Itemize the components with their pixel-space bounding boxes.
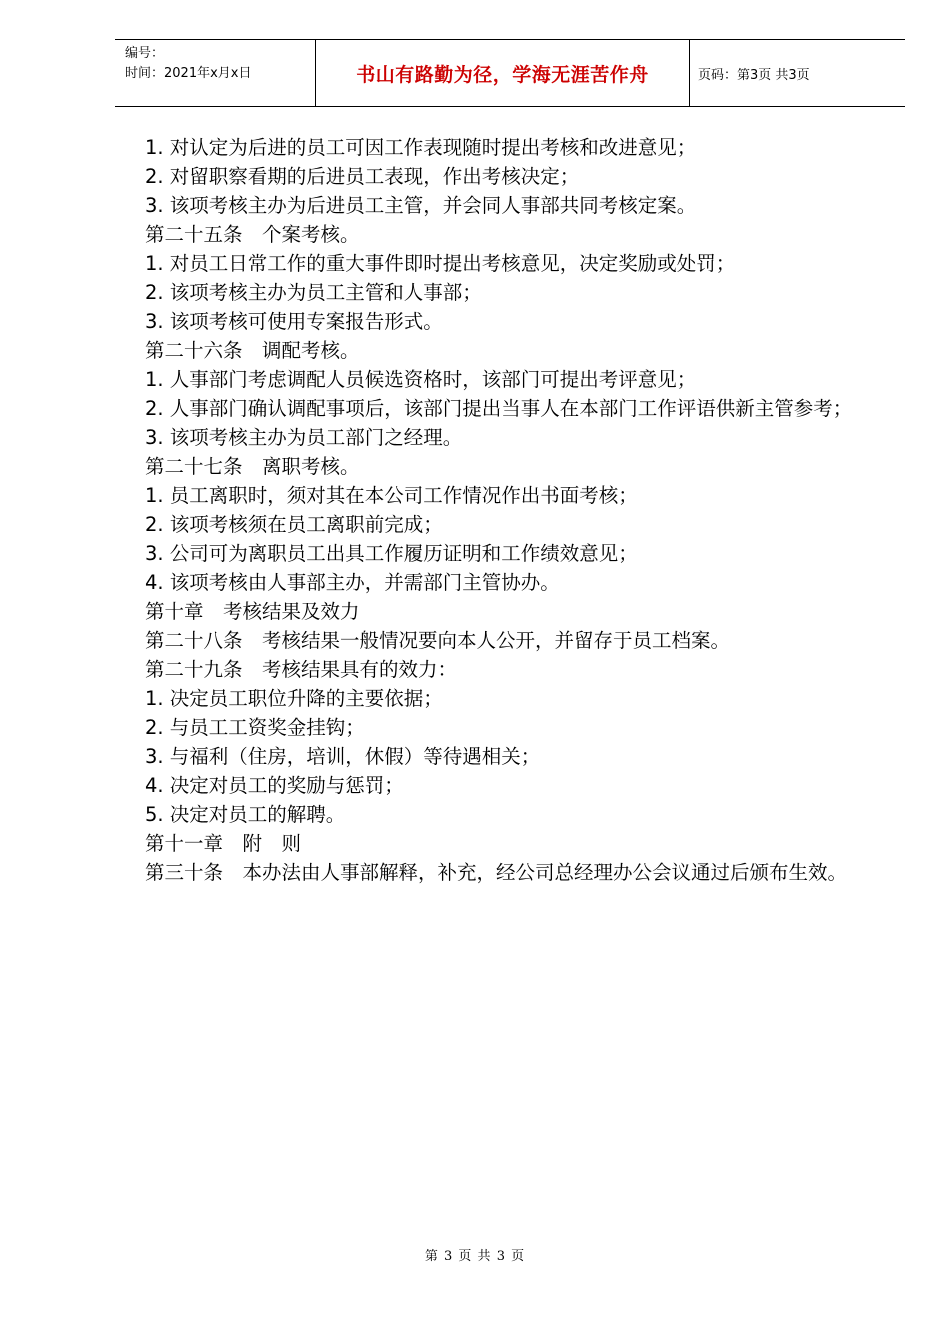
body-line: 3. 该项考核主办为员工部门之经理。 bbox=[145, 426, 463, 449]
body-line: 2. 与员工工资奖金挂钩； bbox=[145, 716, 365, 739]
body-line: 3. 公司可为离职员工出具工作履历证明和工作绩效意见； bbox=[145, 542, 638, 565]
chapter-heading: 第十一章 附 则 bbox=[145, 832, 302, 855]
body-line: 1. 对员工日常工作的重大事件即时提出考核意见，决定奖励或处罚； bbox=[145, 252, 736, 275]
chapter-heading: 第十章 考核结果及效力 bbox=[145, 600, 360, 623]
page-footer: 第 3 页 共 3 页 bbox=[424, 1249, 526, 1264]
header-page-number: 页码：第3页 共3页 bbox=[698, 67, 810, 83]
body-line: 4. 该项考核由人事部主办，并需部门主管协办。 bbox=[145, 571, 560, 594]
article-heading: 第二十八条 考核结果一般情况要向本人公开，并留存于员工档案。 bbox=[145, 629, 731, 652]
body-line: 1. 决定员工职位升降的主要依据； bbox=[145, 687, 443, 710]
body-line: 3. 该项考核主办为后进员工主管，并会同人事部共同考核定案。 bbox=[145, 194, 697, 217]
body-line: 2. 人事部门确认调配事项后，该部门提出当事人在本部门工作评语供新主管参考； bbox=[145, 397, 853, 420]
article-heading: 第二十九条 考核结果具有的效力： bbox=[145, 658, 458, 681]
article-heading: 第二十七条 离职考核。 bbox=[145, 455, 360, 478]
body-line: 1. 员工离职时，须对其在本公司工作情况作出书面考核； bbox=[145, 484, 638, 507]
document-body bbox=[145, 133, 870, 887]
body-line: 3. 与福利（住房，培训，休假）等待遇相关； bbox=[145, 745, 541, 768]
header-meta bbox=[115, 40, 315, 106]
document-time-label: 时间：2021年x月x日 bbox=[125, 66, 252, 81]
article-heading: 第二十六条 调配考核。 bbox=[145, 339, 360, 362]
body-line: 2. 对留职察看期的后进员工表现，作出考核决定； bbox=[145, 165, 580, 188]
article-heading: 第二十五条 个案考核。 bbox=[145, 223, 360, 246]
article-heading: 第三十条 本办法由人事部解释，补充，经公司总经理办公会议通过后颁布生效。 bbox=[145, 861, 848, 884]
body-line: 4. 决定对员工的奖励与惩罚； bbox=[145, 774, 404, 797]
body-line: 1. 对认定为后进的员工可因工作表现随时提出考核和改进意见； bbox=[145, 136, 697, 159]
body-line: 1. 人事部门考虑调配人员候选资格时，该部门可提出考评意见； bbox=[145, 368, 697, 391]
document-number-label: 编号： bbox=[125, 46, 165, 61]
body-line: 2. 该项考核须在员工离职前完成； bbox=[145, 513, 443, 536]
page-header bbox=[115, 39, 905, 107]
header-motto: 书山有路勤为径，学海无涯苦作舟 bbox=[315, 40, 690, 106]
body-line: 3. 该项考核可使用专案报告形式。 bbox=[145, 310, 443, 333]
body-line: 5. 决定对员工的解聘。 bbox=[145, 803, 346, 826]
body-line: 2. 该项考核主办为员工主管和人事部； bbox=[145, 281, 482, 304]
